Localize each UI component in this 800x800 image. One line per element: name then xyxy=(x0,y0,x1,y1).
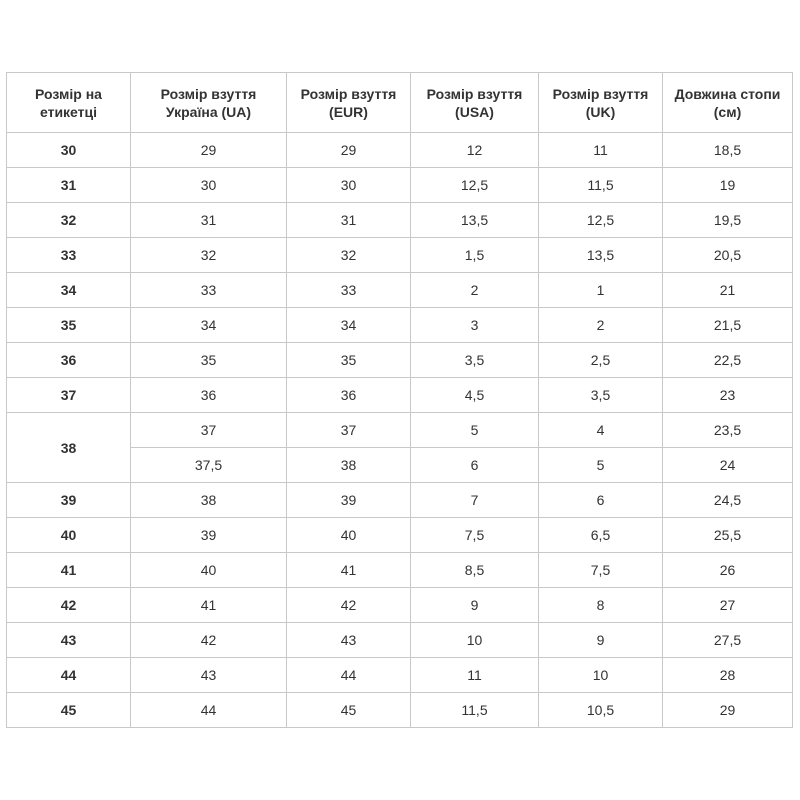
cell-ua: 35 xyxy=(131,343,287,378)
cell-eur: 29 xyxy=(287,133,411,168)
cell-foot-length: 21,5 xyxy=(663,308,793,343)
table-row xyxy=(7,623,793,658)
table-row xyxy=(7,658,793,693)
cell-foot-length: 19 xyxy=(663,168,793,203)
cell-label-size: 42 xyxy=(7,588,131,623)
table-row xyxy=(7,168,793,203)
cell-foot-length: 19,5 xyxy=(663,203,793,238)
cell-foot-length: 25,5 xyxy=(663,518,793,553)
cell-uk: 4 xyxy=(539,413,663,448)
cell-ua: 40 xyxy=(131,553,287,588)
cell-foot-length: 23 xyxy=(663,378,793,413)
cell-eur: 38 xyxy=(287,448,411,483)
cell-eur: 32 xyxy=(287,238,411,273)
cell-uk: 10 xyxy=(539,658,663,693)
cell-usa: 12 xyxy=(411,133,539,168)
cell-eur: 33 xyxy=(287,273,411,308)
table-row xyxy=(7,308,793,343)
cell-eur: 45 xyxy=(287,693,411,728)
cell-uk: 12,5 xyxy=(539,203,663,238)
cell-label-size: 33 xyxy=(7,238,131,273)
cell-label-size: 41 xyxy=(7,553,131,588)
cell-foot-length: 29 xyxy=(663,693,793,728)
cell-ua: 34 xyxy=(131,308,287,343)
cell-usa: 8,5 xyxy=(411,553,539,588)
cell-usa: 6 xyxy=(411,448,539,483)
cell-usa: 3 xyxy=(411,308,539,343)
table-row xyxy=(7,238,793,273)
cell-label-size: 40 xyxy=(7,518,131,553)
cell-usa: 1,5 xyxy=(411,238,539,273)
cell-uk: 5 xyxy=(539,448,663,483)
cell-ua: 37 xyxy=(131,413,287,448)
cell-label-size: 44 xyxy=(7,658,131,693)
cell-foot-length: 24,5 xyxy=(663,483,793,518)
cell-ua: 30 xyxy=(131,168,287,203)
cell-eur: 35 xyxy=(287,343,411,378)
cell-uk: 7,5 xyxy=(539,553,663,588)
cell-usa: 13,5 xyxy=(411,203,539,238)
cell-ua: 41 xyxy=(131,588,287,623)
cell-usa: 9 xyxy=(411,588,539,623)
cell-ua: 29 xyxy=(131,133,287,168)
cell-usa: 11,5 xyxy=(411,693,539,728)
cell-foot-length: 21 xyxy=(663,273,793,308)
cell-eur: 42 xyxy=(287,588,411,623)
cell-uk: 11 xyxy=(539,133,663,168)
cell-eur: 37 xyxy=(287,413,411,448)
cell-uk: 1 xyxy=(539,273,663,308)
cell-uk: 2 xyxy=(539,308,663,343)
cell-eur: 34 xyxy=(287,308,411,343)
cell-uk: 3,5 xyxy=(539,378,663,413)
table-header xyxy=(7,73,793,133)
cell-ua: 33 xyxy=(131,273,287,308)
cell-usa: 12,5 xyxy=(411,168,539,203)
cell-foot-length: 26 xyxy=(663,553,793,588)
table-row xyxy=(7,343,793,378)
cell-ua: 31 xyxy=(131,203,287,238)
header-uk-size: Розмір взуття (UK) xyxy=(539,73,663,133)
cell-eur: 41 xyxy=(287,553,411,588)
table-row xyxy=(7,413,793,448)
cell-label-size: 43 xyxy=(7,623,131,658)
cell-label-size: 36 xyxy=(7,343,131,378)
size-chart-table xyxy=(6,72,793,728)
cell-label-size: 34 xyxy=(7,273,131,308)
header-label-size: Розмір на етикетці xyxy=(7,73,131,133)
table-body xyxy=(7,133,793,728)
table-row xyxy=(7,693,793,728)
cell-foot-length: 20,5 xyxy=(663,238,793,273)
cell-usa: 7 xyxy=(411,483,539,518)
header-foot-length: Довжина стопи (см) xyxy=(663,73,793,133)
cell-usa: 10 xyxy=(411,623,539,658)
cell-label-size: 35 xyxy=(7,308,131,343)
header-usa-size: Розмір взуття (USA) xyxy=(411,73,539,133)
cell-ua: 43 xyxy=(131,658,287,693)
cell-usa: 2 xyxy=(411,273,539,308)
cell-label-size: 38 xyxy=(7,413,131,483)
cell-foot-length: 27,5 xyxy=(663,623,793,658)
cell-uk: 13,5 xyxy=(539,238,663,273)
table-row xyxy=(7,203,793,238)
cell-foot-length: 22,5 xyxy=(663,343,793,378)
table-row xyxy=(7,378,793,413)
cell-uk: 9 xyxy=(539,623,663,658)
cell-foot-length: 27 xyxy=(663,588,793,623)
table-row xyxy=(7,133,793,168)
cell-foot-length: 23,5 xyxy=(663,413,793,448)
cell-label-size: 45 xyxy=(7,693,131,728)
cell-usa: 7,5 xyxy=(411,518,539,553)
cell-foot-length: 18,5 xyxy=(663,133,793,168)
table-row xyxy=(7,588,793,623)
cell-uk: 8 xyxy=(539,588,663,623)
cell-eur: 31 xyxy=(287,203,411,238)
cell-ua: 37,5 xyxy=(131,448,287,483)
cell-usa: 11 xyxy=(411,658,539,693)
cell-eur: 30 xyxy=(287,168,411,203)
cell-label-size: 32 xyxy=(7,203,131,238)
cell-foot-length: 24 xyxy=(663,448,793,483)
cell-usa: 3,5 xyxy=(411,343,539,378)
cell-uk: 11,5 xyxy=(539,168,663,203)
header-eur-size: Розмір взуття (EUR) xyxy=(287,73,411,133)
cell-uk: 2,5 xyxy=(539,343,663,378)
cell-label-size: 30 xyxy=(7,133,131,168)
cell-eur: 39 xyxy=(287,483,411,518)
cell-usa: 4,5 xyxy=(411,378,539,413)
header-ua-size: Розмір взуття Україна (UA) xyxy=(131,73,287,133)
table-row xyxy=(7,553,793,588)
cell-ua: 39 xyxy=(131,518,287,553)
cell-ua: 38 xyxy=(131,483,287,518)
cell-uk: 6,5 xyxy=(539,518,663,553)
cell-ua: 32 xyxy=(131,238,287,273)
table-row xyxy=(7,483,793,518)
cell-ua: 44 xyxy=(131,693,287,728)
table-row xyxy=(7,518,793,553)
cell-label-size: 39 xyxy=(7,483,131,518)
cell-eur: 43 xyxy=(287,623,411,658)
cell-eur: 40 xyxy=(287,518,411,553)
cell-label-size: 37 xyxy=(7,378,131,413)
cell-ua: 42 xyxy=(131,623,287,658)
cell-eur: 36 xyxy=(287,378,411,413)
cell-ua: 36 xyxy=(131,378,287,413)
cell-usa: 5 xyxy=(411,413,539,448)
cell-label-size: 31 xyxy=(7,168,131,203)
cell-uk: 6 xyxy=(539,483,663,518)
table-row xyxy=(7,273,793,308)
cell-uk: 10,5 xyxy=(539,693,663,728)
cell-eur: 44 xyxy=(287,658,411,693)
cell-foot-length: 28 xyxy=(663,658,793,693)
header-row xyxy=(7,73,793,133)
